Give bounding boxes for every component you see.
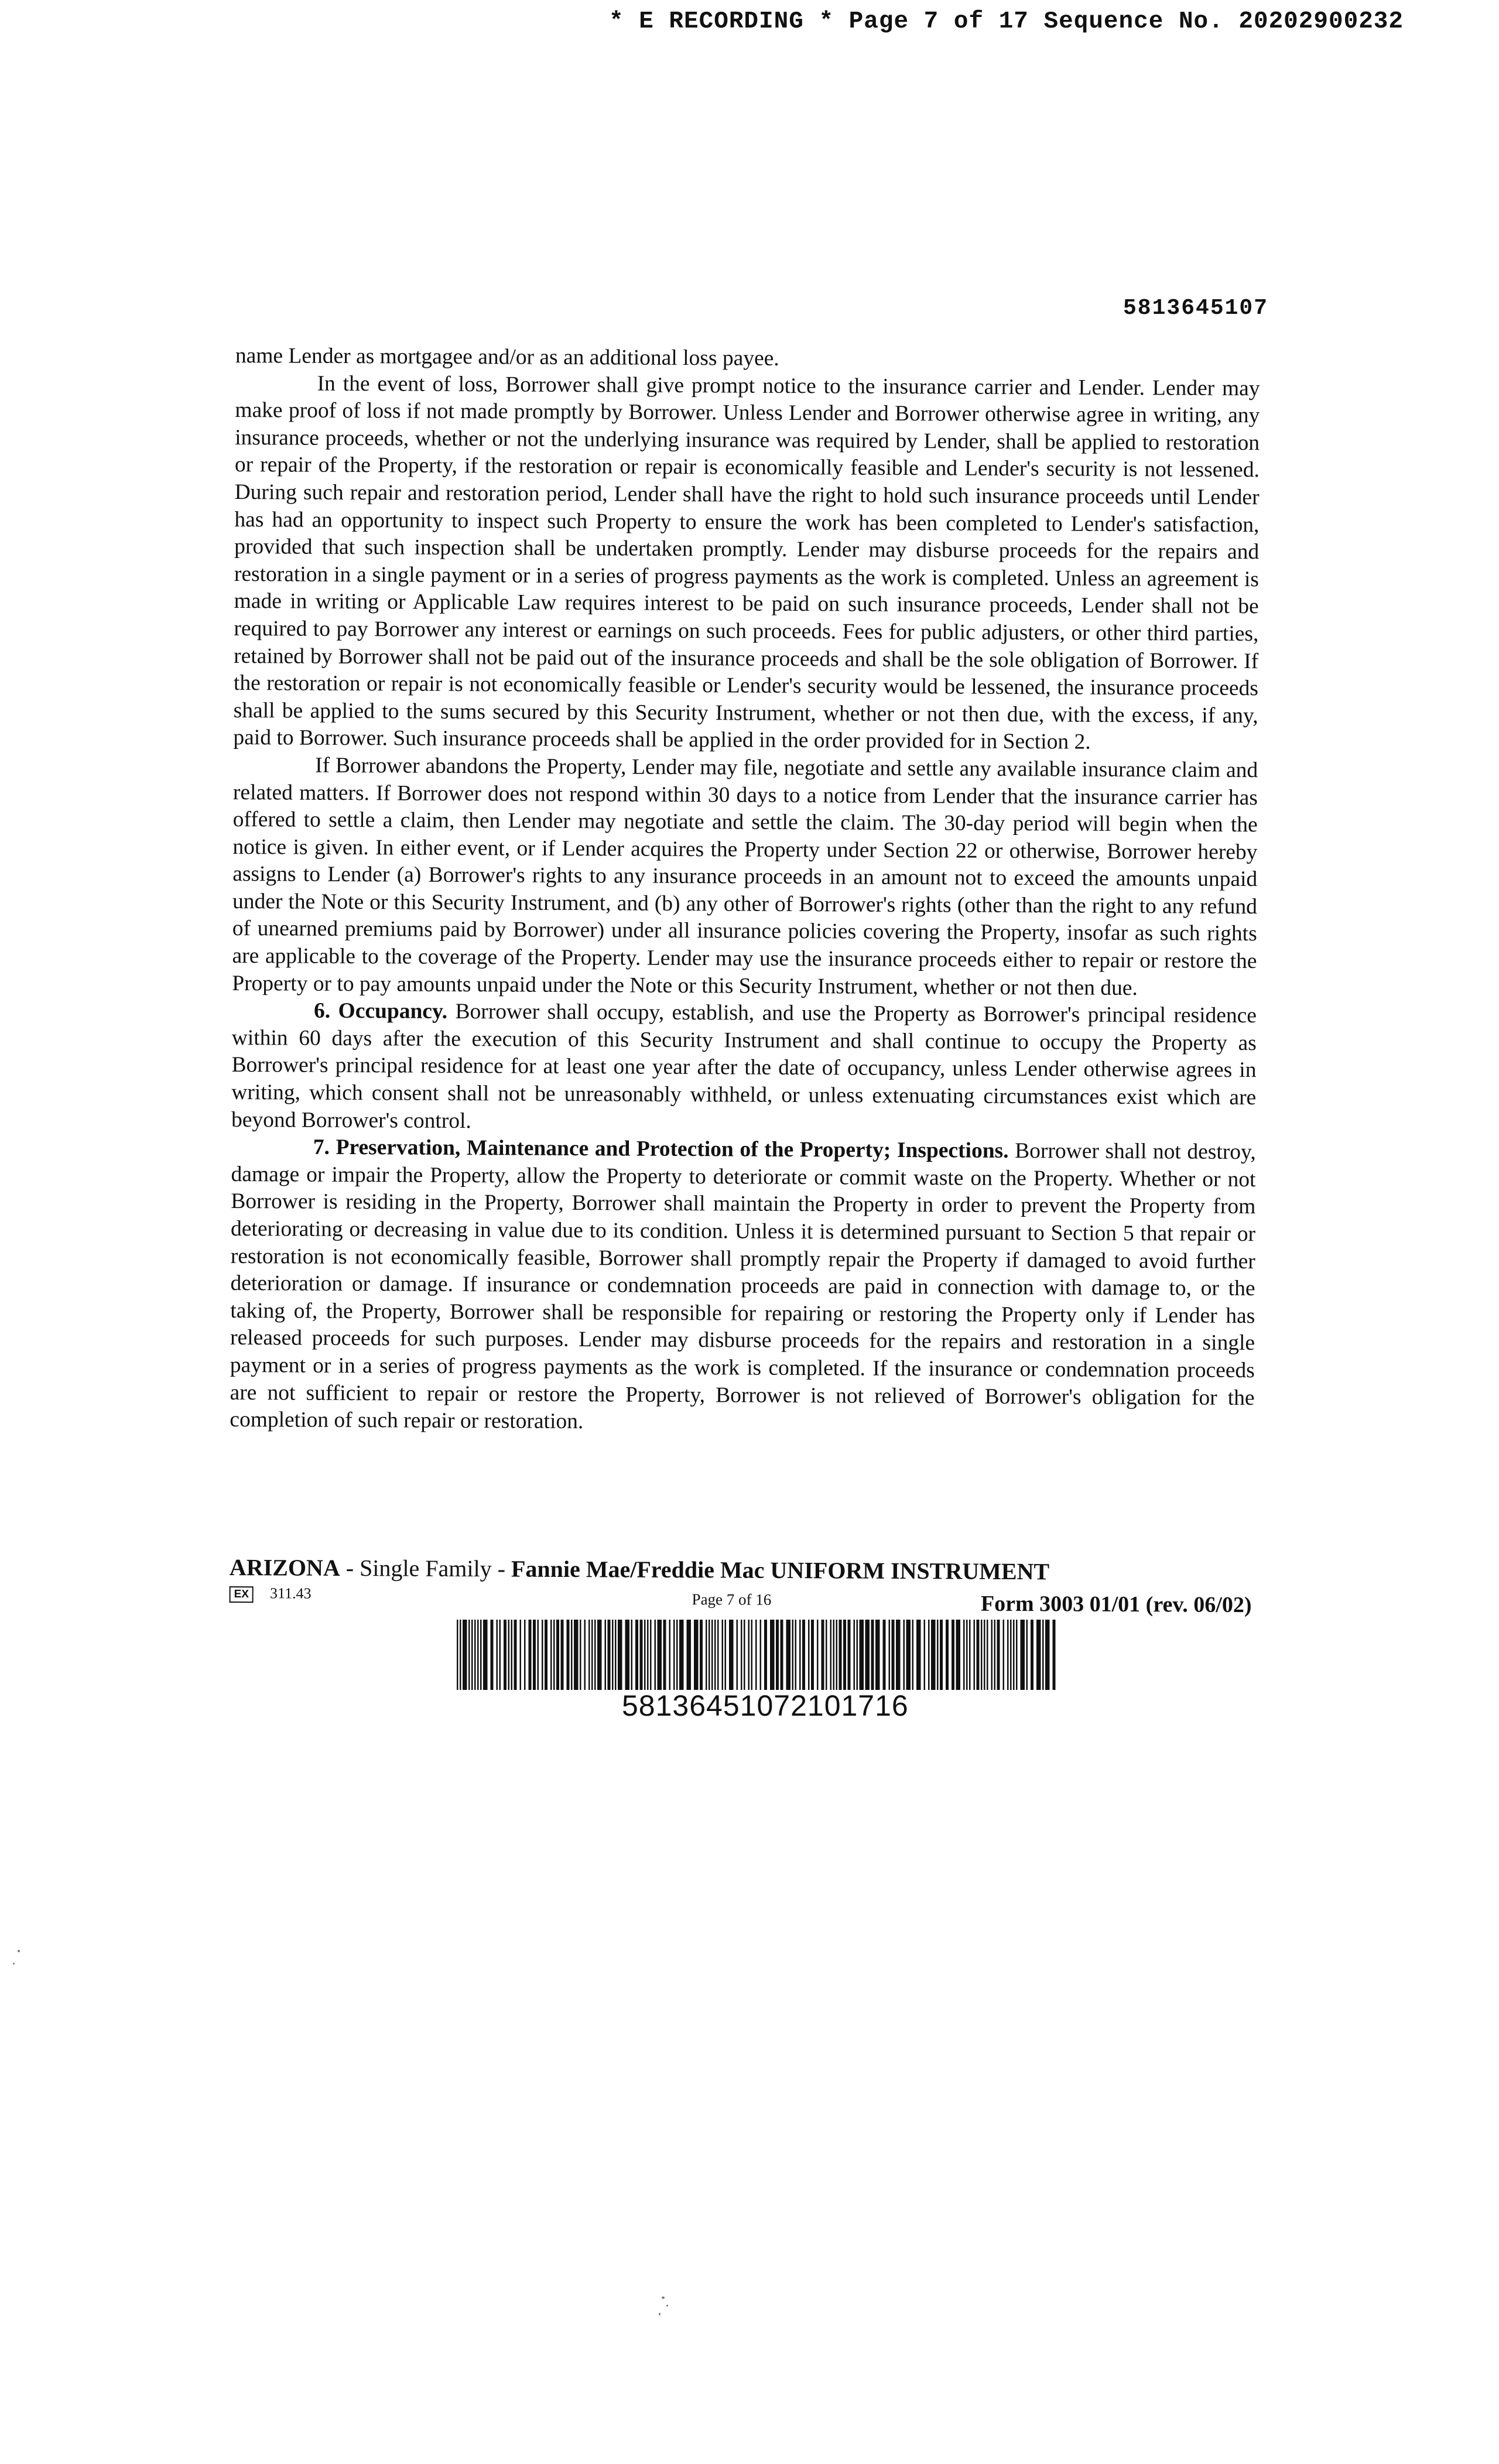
barcode-bar [524, 1620, 526, 1690]
barcode-bar [650, 1620, 652, 1690]
barcode-bar [836, 1620, 838, 1690]
barcode-bar [538, 1620, 539, 1690]
barcode-bar [618, 1620, 622, 1690]
barcode-bar [1021, 1620, 1025, 1690]
scan-speck [18, 1950, 20, 1952]
barcode-bar [491, 1620, 494, 1690]
occupancy-text: Borrower shall occupy, establish, and use the Property as Borrower's principal residence within 60 days after the execution of this Security Instrument and shall continue to occupy the Property as Borrower's principal residence for at least one year after the date of occupancy, unless Lender otherwise agrees in writing, which consent shall not be unreasonably withheld, or unless extenuating circumstances exist which are beyond Borrower's control. [231, 1000, 1257, 1133]
scan-speck [666, 2305, 668, 2306]
barcode-bar [1003, 1620, 1005, 1690]
barcode-bar [875, 1620, 880, 1690]
document-body [230, 343, 1260, 1439]
barcode-bar [567, 1620, 570, 1690]
barcode-bar [615, 1620, 617, 1690]
paragraph-occupancy [231, 997, 1257, 1139]
barcode-bar [799, 1620, 801, 1690]
barcode-bar [865, 1620, 870, 1690]
barcode-bar [542, 1620, 543, 1690]
barcode-bar [711, 1620, 713, 1690]
footer-title [230, 1553, 1260, 1586]
barcode-bar [676, 1620, 678, 1690]
recording-header: * E RECORDING * Page 7 of 17 Sequence No. 20202900232 [609, 8, 1404, 35]
barcode-bar [937, 1620, 939, 1690]
paragraph-preservation [230, 1134, 1256, 1439]
barcode-bar [744, 1620, 745, 1690]
barcode-bar [963, 1620, 965, 1690]
barcode-bar [792, 1620, 794, 1690]
barcode-bar [561, 1620, 564, 1690]
footer-state: ARIZONA [229, 1554, 340, 1581]
barcode-bar [471, 1620, 473, 1690]
barcode-bar [860, 1620, 864, 1690]
paragraph-loss-payee: name Lender as mortgagee and/or as an additional loss payee. [235, 344, 779, 371]
footer-property-type: - Single Family - [340, 1554, 512, 1582]
barcode-bar [981, 1620, 983, 1690]
barcode-bar [597, 1620, 602, 1690]
loan-number: 5813645107 [1123, 296, 1269, 321]
barcode-bar [640, 1620, 643, 1690]
barcode-bar [511, 1620, 513, 1690]
barcode-bar [903, 1620, 905, 1690]
barcode-bar [658, 1620, 662, 1690]
barcode-bar [751, 1620, 753, 1690]
barcode-bar [830, 1620, 832, 1690]
page-number: Page 7 of 16 [692, 1590, 772, 1609]
barcode-bar [817, 1620, 819, 1690]
barcode-bar [940, 1620, 943, 1690]
barcode-bar [946, 1620, 949, 1690]
barcode-bar [802, 1620, 805, 1690]
footer-instrument: Fannie Mae/Freddie Mac UNIFORM INSTRUMENT [511, 1555, 1050, 1585]
barcode-bar [706, 1620, 707, 1690]
barcode-bar [717, 1620, 719, 1690]
barcode-bar [644, 1620, 646, 1690]
barcode-bar [1010, 1620, 1012, 1690]
barcode-bar [854, 1620, 855, 1690]
barcode-bar [1026, 1620, 1028, 1690]
barcode-bar [508, 1620, 510, 1690]
barcode-bar [748, 1620, 750, 1690]
barcode-bar [694, 1620, 699, 1690]
scan-speck [659, 2313, 660, 2315]
barcode-bar [770, 1620, 775, 1690]
scan-speck [662, 2297, 665, 2299]
barcode-bar [556, 1620, 559, 1690]
barcode-bar [591, 1620, 593, 1690]
preservation-heading: 7. Preservation, Maintenance and Protection of the Property; Inspections. [313, 1135, 1009, 1163]
barcode-bar [647, 1620, 649, 1690]
barcode-bar [457, 1620, 458, 1690]
barcode-bar [700, 1620, 703, 1690]
barcode-bar [755, 1620, 757, 1690]
barcode-bar [896, 1620, 901, 1690]
barcode-bar [997, 1620, 1000, 1690]
barcode-bar [889, 1620, 891, 1690]
barcode-bar [974, 1620, 976, 1690]
form-code-number: 311.43 [269, 1585, 312, 1602]
preservation-text: Borrower shall not destroy, damage or impair the Property, allow the Property to deteriorate or commit waste on the Property. Whether or not Borrower is residing in the Property, Borrower shall maintain the Property in order to prevent the Property from deteriorating or decreasing in value due to its condition. Unless it is determined pursuant to Section 5 that repair or restoration is not economically feasible, Borrower shall promptly repair the Property if damaged to avoid further deterioration or damage. If insurance or condemnation proceeds are paid in connection with damage to, or the taking of, the Property, Borrower shall be responsible for repairing or restoring the Property only if Lender has released proceeds for such purposes. Lender may disburse proceeds for the repairs and restoration in a single payment or in a series of progress payments as the work is completed. If the insurance or condemnation proceeds are not sufficient to repair or restore the Property, Borrower is not relieved of Borrower's obligation for the completion of such repair or restoration. [230, 1139, 1256, 1434]
barcode-bar [580, 1620, 581, 1690]
barcode-bar [687, 1620, 692, 1690]
barcode-bar [474, 1620, 476, 1690]
barcode-bar [463, 1620, 467, 1690]
barcode-bar [669, 1620, 671, 1690]
barcode-bar [781, 1620, 783, 1690]
barcode-bar [822, 1620, 824, 1690]
barcode-bar [966, 1620, 968, 1690]
barcode-bar [1036, 1620, 1041, 1690]
barcode-bar [635, 1620, 638, 1690]
barcode-bar [776, 1620, 779, 1690]
barcode-bar [468, 1620, 470, 1690]
barcode-bar [956, 1620, 961, 1690]
footer-row [229, 1583, 1260, 1619]
barcode-bar [1053, 1620, 1056, 1690]
barcode-bar [928, 1620, 930, 1690]
barcode-bar [737, 1620, 738, 1690]
barcode-bar [529, 1620, 532, 1690]
barcode [457, 1620, 1060, 1690]
barcode-bar [795, 1620, 797, 1690]
barcode-bar [808, 1620, 810, 1690]
barcode-bar [655, 1620, 656, 1690]
barcode-bar [631, 1620, 633, 1690]
barcode-bar [741, 1620, 742, 1690]
barcode-bar [722, 1620, 724, 1690]
ex-logo: EX [230, 1586, 254, 1603]
barcode-bar [1045, 1620, 1050, 1690]
barcode-bar [833, 1620, 835, 1690]
form-id: Form 3003 01/01 (rev. 06/02) [980, 1591, 1252, 1618]
barcode-bar [514, 1620, 517, 1690]
barcode-bar [550, 1620, 552, 1690]
paragraph-event-of-loss: In the event of loss, Borrower shall give prompt notice to the insurance carrier and Lender. Lender may make proof of loss if not made promptly by Borrower. Unless Lender and Borrower otherwise agree in writing, any insurance proceeds, whether or not the underlying insurance was required by Lender, shall be applied to restoration or repair of the Property, if the restoration or repair is economically feasible and Lender's security is not lessened. During such repair and restoration period, Lender shall have the right to hold such insurance proceeds until Lender has had an opportunity to inspect such Property to ensure the work has been completed to Lender's satisfaction, provided that such inspection shall be undertaken promptly. Lender may disburse proceeds for the repairs and restoration in a single payment or in a series of progress payments as the work is completed. Unless an agreement is made in writing or Applicable Law requires interest to be paid on such insurance proceeds, Lender shall not be required to pay Borrower any interest or earnings on such proceeds. Fees for public adjusters, or other third parties, retained by Borrower shall not be paid out of the insurance proceeds and shall be the sole obligation of Borrower. If the restoration or repair is not economically feasible or Lender's security would be lessened, the insurance proceeds shall be applied to the sums secured by this Security Instrument, whether or not then due, with the excess, if any, paid to Borrower. Such insurance proceeds shall be applied in the order provided for in Section 2. [233, 371, 1260, 754]
barcode-bar [1042, 1620, 1044, 1690]
barcode-bar [931, 1620, 936, 1690]
barcode-bar [545, 1620, 547, 1690]
barcode-bar [709, 1620, 710, 1690]
barcode-bar [520, 1620, 522, 1690]
barcode-number: 58136451072101716 [622, 1689, 909, 1722]
barcode-bar [786, 1620, 791, 1690]
scan-speck [13, 1963, 15, 1965]
occupancy-heading: 6. Occupancy. [313, 998, 448, 1024]
paragraph-abandonment: If Borrower abandons the Property, Lender may file, negotiate and settle any available insurance claim and related matters. If Borrower does not respond within 30 days to a notice from Lender that the insurance carrier has offered to settle a claim, then Lender may negotiate and settle the claim. The 30-day period will begin when the notice is given. In either event, or if Lender acquires the Property under Section 22 or otherwise, Borrower hereby assigns to Lender (a) Borrower's rights to any insurance proceeds in an amount not to exceed the amounts unpaid under the Note or this Security Instrument, and (b) any other of Borrower's rights (other than the right to any refund of unearned premiums paid by Borrower) under all insurance policies covering the Property, insofar as such rights are applicable to the coverage of the Property. Lender may use the insurance proceeds either to repair or restore the Property or to pay amounts unpaid under the Note or this Security Instrument, whether or not then due. [232, 753, 1258, 1000]
barcode-bar [679, 1620, 684, 1690]
barcode-bar [499, 1620, 501, 1690]
barcode-bar [673, 1620, 675, 1690]
barcode-bar [729, 1620, 734, 1690]
barcode-bar [811, 1620, 814, 1690]
barcode-bar [497, 1620, 498, 1690]
barcode-bar [987, 1620, 988, 1690]
barcode-bar [760, 1620, 762, 1690]
barcode-bar [848, 1620, 851, 1690]
barcode-bar [843, 1620, 846, 1690]
barcode-bar [725, 1620, 727, 1690]
barcode-bar [588, 1620, 590, 1690]
barcode-bar [714, 1620, 716, 1690]
barcode-bar [871, 1620, 874, 1690]
barcode-bar [952, 1620, 954, 1690]
barcode-bar [574, 1620, 579, 1690]
barcode-bar [883, 1620, 886, 1690]
barcode-bar [994, 1620, 996, 1690]
barcode-bar [594, 1620, 596, 1690]
barcode-bar [608, 1620, 611, 1690]
form-footer [229, 1553, 1260, 1619]
barcode-bar [991, 1620, 993, 1690]
barcode-bar [826, 1620, 827, 1690]
barcode-bar [906, 1620, 911, 1690]
form-code [230, 1585, 312, 1603]
barcode-bar [533, 1620, 536, 1690]
barcode-bar [969, 1620, 971, 1690]
barcode-bar [460, 1620, 461, 1690]
barcode-bar [483, 1620, 488, 1690]
barcode-bar [977, 1620, 980, 1690]
barcode-bar [477, 1620, 479, 1690]
barcode-bar [857, 1620, 858, 1690]
barcode-bar [924, 1620, 926, 1690]
barcode-bar [605, 1620, 607, 1690]
barcode-bar [984, 1620, 985, 1690]
barcode-bar [892, 1620, 895, 1690]
barcode-bar [571, 1620, 573, 1690]
barcode-bar [663, 1620, 666, 1690]
barcode-bar [480, 1620, 482, 1690]
barcode-bar [839, 1620, 842, 1690]
barcode-bar [916, 1620, 921, 1690]
barcode-bar [553, 1620, 555, 1690]
barcode-bar [764, 1620, 767, 1690]
barcode-bar [1031, 1620, 1033, 1690]
barcode-bar [912, 1620, 914, 1690]
barcode-bar [625, 1620, 630, 1690]
barcode-bar [1007, 1620, 1009, 1690]
barcode-bar [504, 1620, 506, 1690]
barcode-bar [1013, 1620, 1015, 1690]
barcode-bar [612, 1620, 614, 1690]
barcode-bar [584, 1620, 586, 1690]
barcode-bar [1016, 1620, 1018, 1690]
